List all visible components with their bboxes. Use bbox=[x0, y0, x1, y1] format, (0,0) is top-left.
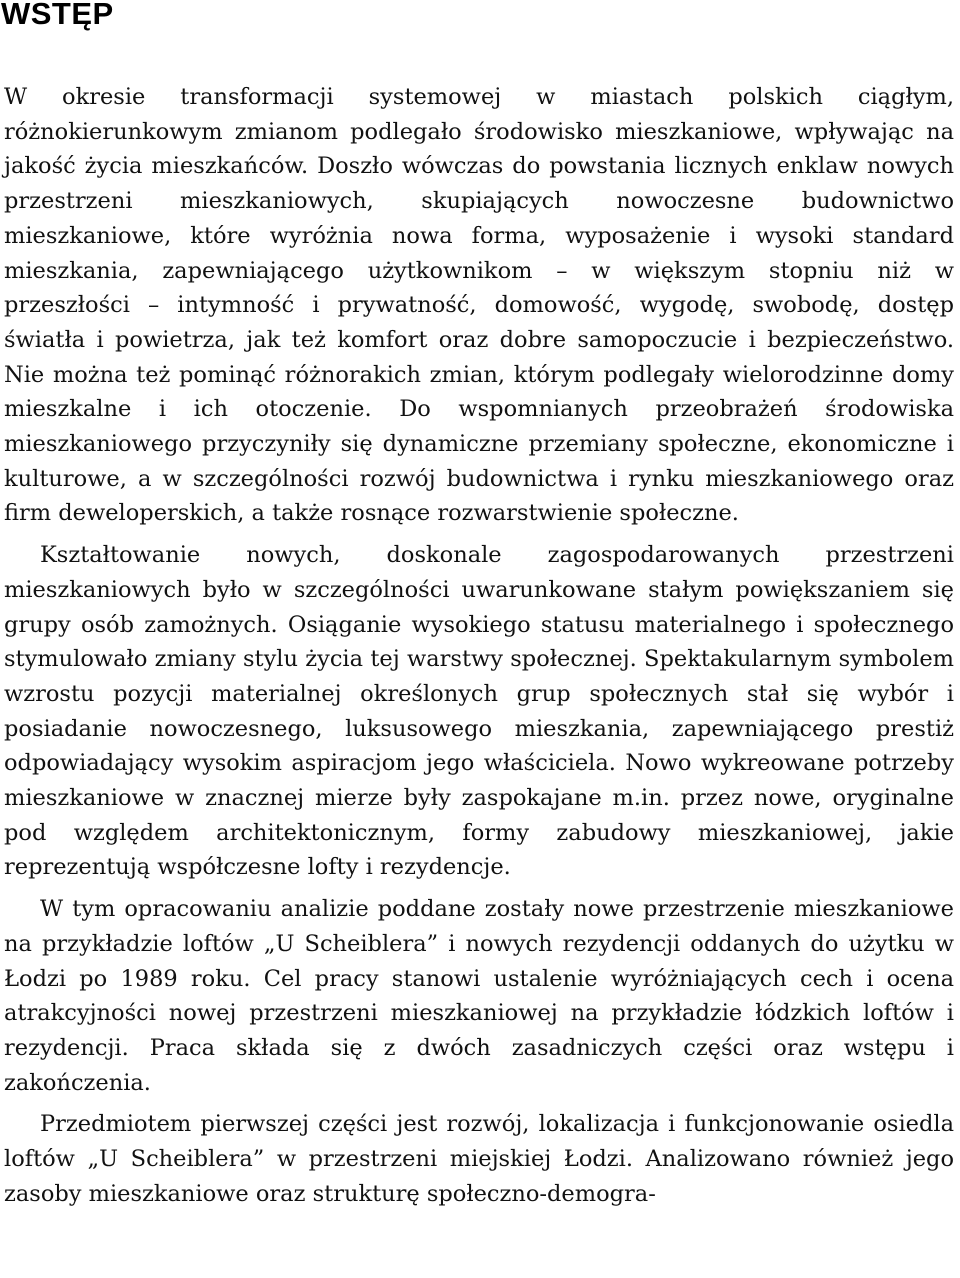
paragraph-2: Kształtowanie nowych, doskonale zagospodarowanych przestrzeni mieszkaniowych było w szczególności uwarunkowane stałym powiększaniem się grupy osób zamożnych. Osiąganie wysokiego statusu materialnego i społecznego stymulowało zmiany stylu życia tej warstwy społecznej. Spektakularnym symbolem wzrostu pozycji materialnej określonych grup społecznych stał się wybór i posiadanie nowoczesnego, luksusowego mieszkania, zapewniającego prestiż odpowiadający wysokim aspiracjom jego właściciela. Nowo wykreowane potrzeby mieszkaniowe w znacznej mierze były zaspokajane m.in. przez nowe, oryginalne pod względem architektonicznym, formy zabudowy mieszkaniowej, jakie reprezentują współczesne lofty i rezydencje. bbox=[4, 542, 954, 881]
paragraph-4: Przedmiotem pierwszej części jest rozwój, lokalizacja i funkcjonowanie osiedla loftów „U Scheiblera” w przestrzeni miejskiej Łodzi. Analizowano również jego zasoby mieszkaniowe oraz strukturę społeczno-demogra- bbox=[4, 1111, 954, 1207]
paragraph-1: W okresie transformacji systemowej w miastach polskich ciągłym, różnokierunkowym zmianom podlegało środowisko mieszkaniowe, wpływając na jakość życia mieszkańców. Doszło wówczas do powstania licznych enklaw nowych przestrzeni mieszkaniowych, skupiających nowoczesne budownictwo mieszkaniowe, które wyróżnia nowa forma, wyposażenie i wysoki standard mieszkania, zapewniającego użytkownikom – w większym stopniu niż w przeszłości – intymność i prywatność, domowość, wygodę, swobodę, dostęp światła i powietrza, jak też komfort oraz dobre samopoczucie i bezpieczeństwo. Nie można też pominąć różnorakich zmian, którym podlegały wielorodzinne domy mieszkalne i ich otoczenie. Do wspomnianych przeobrażeń środowiska mieszkaniowego przyczyniły się dynamiczne przemiany społeczne, ekonomiczne i kulturowe, a w szczególności rozwój budownictwa i rynku mieszkaniowego oraz firm deweloperskich, a także rosnące rozwarstwienie społeczne. bbox=[4, 84, 954, 527]
paragraph-3: W tym opracowaniu analizie poddane zostały nowe przestrzenie mieszkaniowe na przykładzie loftów „U Scheiblera” i nowych rezydencji oddanych do użytku w Łodzi po 1989 roku. Cel pracy stanowi ustalenie wyróżniających cech i ocena atrakcyjności nowej przestrzeni mieszkaniowej na przykładzie łódzkich loftów i rezydencji. Praca składa się z dwóch zasadniczych części oraz wstępu i zakończenia. bbox=[4, 896, 954, 1096]
body-text bbox=[4, 80, 954, 1212]
section-heading: WSTĘP bbox=[1, 0, 114, 31]
